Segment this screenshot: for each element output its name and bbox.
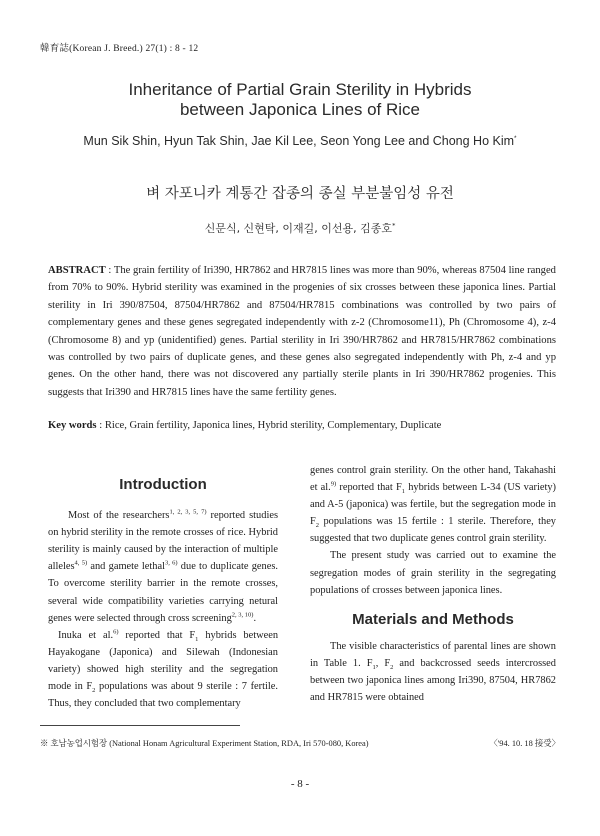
text-run: The visible characteristics of parental lines are shown in Table 1. F (310, 640, 556, 669)
citation-ref: 2, 3, 10) (231, 611, 254, 619)
materials-heading: Materials and Methods (352, 610, 514, 628)
right-paragraph-2: The present study was carried out to examine the segregation modes of grain sterility in the segregating populations of crosses between japonica lines. (310, 550, 556, 596)
text-run: , F (375, 657, 391, 669)
right-paragraph-1 (310, 462, 556, 547)
page-number: - 8 - (290, 778, 310, 790)
korean-author-footnote-mark: * (392, 221, 396, 230)
subscript: 1 (401, 488, 406, 496)
abstract-text: The grain fertility of Iri390, HR7862 and HR7815 lines was more than 90%, whereas 87504 line ranged from 70% to 90%. Hybrid sterility was examined in the progenies of six crosses between these japonica lines. Partial sterility in Iri 390/87504, 87504/HR7862 and 87504/HR7815 combinations was controlled by two pairs of complementary genes and these genes segregated independently with z-2 (Chromosome11), Ph (Chromosome 4), z-4 (Chromosome 8) and yp (unidentified) genes. Partial sterility in Iri 390/HR7862 and HR7815/HR7862 combinations was controlled by two pairs of duplicate genes, and these genes also segregated independently with Ph, z-4 and yp genes. On the other hand, there was not discovered any partially sterile plants in Iri 390/HR7862 progenies. This suggests that Iri390 and HR7815 lines have the same fertility genes. (48, 265, 556, 398)
right-column (310, 462, 556, 706)
received-date: 〈'94. 10. 18 接受〉 (489, 739, 560, 748)
abstract-label: ABSTRACT (48, 265, 106, 276)
citation-ref: 9) (330, 480, 337, 488)
subscript: 2 (315, 522, 320, 530)
keywords-label: Key words (48, 420, 97, 431)
left-column (48, 476, 278, 712)
korean-author-list (0, 220, 600, 236)
text-run: reported that F (118, 629, 196, 641)
text-run: and gamete lethal (87, 561, 165, 573)
korean-author-names: 신문식, 신현탁, 이재길, 이선용, 김종호 (204, 222, 393, 235)
text-run: genes control grain sterility. On the other hand, Takahashi et al. (310, 465, 556, 494)
footnote (40, 737, 560, 749)
text-run: hybrids between Hayakogane (Japonica) and Silewah (Indonesian variety) showed high sterility and the segregation mode in F (48, 629, 279, 693)
paper-title-line2: between Japonica Lines of Rice (179, 100, 421, 119)
keywords-text: Rice, Grain fertility, Japonica lines, Hybrid sterility, Complementary, Duplicate (104, 420, 442, 431)
text-run: due to duplicate genes. To overcome sterility barrier in the remote crosses, several wide compatibility varieties carrying netural genes were selected through cross screening (48, 561, 278, 624)
text-run: reported that F (336, 482, 402, 494)
text-run: populations was 15 fertile : 1 sterile. Therefore, they suggested that two duplicate genes control grain sterility. (310, 516, 556, 545)
introduction-paragraph-2 (48, 627, 278, 712)
korean-title: 벼 자포니카 계통간 잡종의 종실 부분불임성 유전 (146, 186, 454, 202)
text-run: hybrids between L-34 (US variety) and A-5 (japonica) was fertile, but the segregation mode in F (310, 482, 556, 528)
paper-title-line1: Inheritance of Partial Grain Sterility in Hybrids (128, 80, 472, 99)
paper-title (0, 80, 600, 120)
journal-header: 韓育誌(Korean J. Breed.) 27(1) : 8 - 12 (40, 44, 199, 54)
author-list (0, 134, 600, 148)
keywords-separator: : (96, 420, 105, 431)
introduction-heading: Introduction (119, 476, 207, 493)
introduction-paragraph-1 (48, 507, 278, 627)
author-footnote-mark: * (514, 134, 517, 142)
citation-ref: 4, 5) (74, 559, 88, 567)
subscript: 2 (390, 664, 394, 672)
subscript: 1 (372, 664, 376, 672)
text-run: Most of the researchers (68, 510, 170, 522)
citation-ref: 6) (113, 628, 119, 636)
subscript: 1 (195, 635, 199, 643)
abstract (48, 262, 556, 401)
citation-ref: 3, 6) (164, 559, 178, 567)
text-run: populations was about 9 sterile : 7 fertile. Thus, they concluded that two complementary (48, 681, 278, 710)
text-run: and backcrossed seeds intercrossed between two japonica lines among Iri390, 87504, HR7862 and HR7815 were obtained (310, 657, 556, 704)
citation-ref: 1, 2, 3, 5, 7) (169, 508, 207, 516)
materials-paragraph-1 (310, 638, 556, 706)
text-run: Inuka et al. (58, 629, 114, 641)
footnote-text: ※ 호남농업시험장 (National Honam Agricultural Experiment Station, RDA, Iri 570-080, Korea) (40, 739, 369, 748)
abstract-separator: : (105, 265, 114, 276)
footnote-rule (40, 725, 240, 726)
keywords (48, 418, 556, 434)
author-names: Mun Sik Shin, Hyun Tak Shin, Jae Kil Lee, Seon Yong Lee and Chong Ho Kim (83, 134, 515, 148)
text-run: reported studies on hybrid sterility in the remote crosses of rice. Hybrid sterility is mainly caused by the interaction of multiple alleles (48, 510, 278, 573)
text-run: . (253, 612, 257, 624)
subscript: 2 (92, 687, 96, 695)
